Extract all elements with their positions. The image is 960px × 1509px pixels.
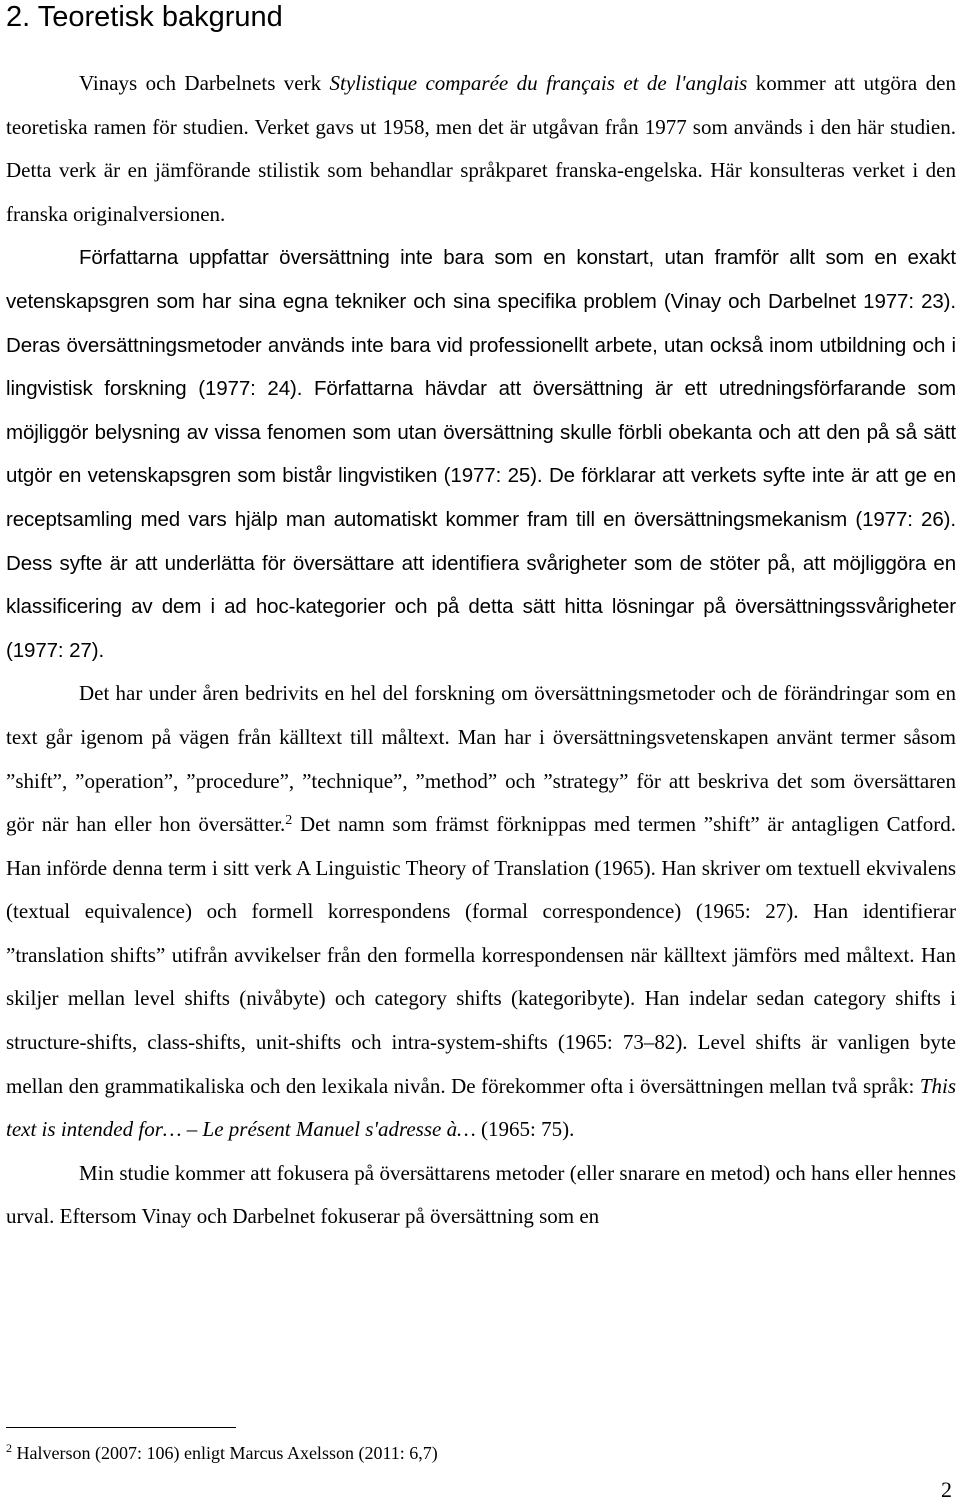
- section-heading: 2. Teoretisk bakgrund: [6, 1, 283, 33]
- page-number: 2: [941, 1477, 952, 1502]
- paragraph-study-focus: Min studie kommer att fokusera på översättarens metoder (eller snarare en metod) och hans eller hennes urval. Eftersom Vinay och Darbelnet fokuserar på översättning som en: [6, 1160, 956, 1229]
- paragraph-shifts: [6, 672, 956, 1152]
- book-title: Stylistique comparée du français et de l'anglais: [329, 71, 748, 95]
- footnote: [6, 1441, 438, 1465]
- footnote-marker: 2: [6, 1441, 12, 1455]
- shifts-text-middle: Det namn som främst förknippas med termen ”shift” är antagligen Catford. Han införde denna term i sitt verk A Linguistic Theory of Translation (1965). Han skriver om textuell ekvivalens (textual equivalence) och formell korrespondens (formal correspondence) (1965: 27). Han identifierar ”translation shifts” utifrån avvikelser från den formella korrespondensen när källtext jämförs med måltext. Han skiljer mellan level shifts (nivåbyte) och category shifts (kategoribyte). Han indelar sedan category shifts i structure-shifts, class-shifts, unit-shifts och intra-system-shifts (1965: 73–82). Level shifts är vanligen byte mellan den grammatikaliska och den lexikala nivån. De förekommer ofta i översättningen mellan två språk:: [6, 812, 956, 1098]
- intro-text-start: Vinays och Darbelnets verk: [79, 71, 330, 95]
- shifts-text-end: (1965: 75).: [475, 1117, 575, 1142]
- body-text: [6, 62, 956, 1239]
- footnote-text: Halverson (2007: 106) enligt Marcus Axelsson (2011: 6,7): [12, 1443, 438, 1463]
- intro-text-rest: kommer att utgöra den teoretiska ramen för studien. Verket gavs ut 1958, men det är utgåvan från 1977 som används i den här studien. Detta verk är en jämförande stilistik som behandlar språkparet franska-engelska. Här konsulteras verket i den franska originalversionen.: [6, 71, 956, 226]
- footnote-separator: [6, 1427, 236, 1428]
- example-italic: This text is intended for… – Le présent Manuel s'adresse à…: [6, 1073, 956, 1142]
- paragraph-intro: [6, 62, 956, 236]
- footnote-reference[interactable]: 2: [285, 813, 293, 829]
- shifts-text-start: Det har under åren bedrivits en hel del forskning om översättningsmetoder och de förändringar som en text går igenom på vägen från källtext till måltext. Man har i översättningsvetenskapen använt termer såsom ”shift”, ”operation”, ”procedure”, ”technique”, ”method” och ”strategy” för att beskriva det som översättaren gör när han eller hon översätter.: [6, 681, 956, 837]
- paragraph-authors-view: Författarna uppfattar översättning inte bara som en konstart, utan framför allt som en exakt vetenskapsgren som har sina egna tekniker och sina specifika problem (Vinay och Darbelnet 1977: 23). Deras översättningsmetoder används inte bara vid professionellt arbete, utan också inom utbildning och i lingvistisk forskning (1977: 24). Författarna hävdar att översättning är ett utredningsförfarande som möjliggör belysning av vissa fenomen som utan översättning skulle förbli obekanta och att den på så sätt utgör en vetenskapsgren som bistår lingvistiken (1977: 25). De förklarar att verkets syfte inte är att ge en receptsamling med vars hjälp man automatiskt kommer fram till en översättningsmekanism (1977: 26). Dess syfte är att underlätta för översättare att identifiera svårigheter som de stöter på, att möjliggöra en klassificering av dem i ad hoc-kategorier och på detta sätt hitta lösningar på översättningssvårigheter (1977: 27).: [6, 246, 956, 662]
